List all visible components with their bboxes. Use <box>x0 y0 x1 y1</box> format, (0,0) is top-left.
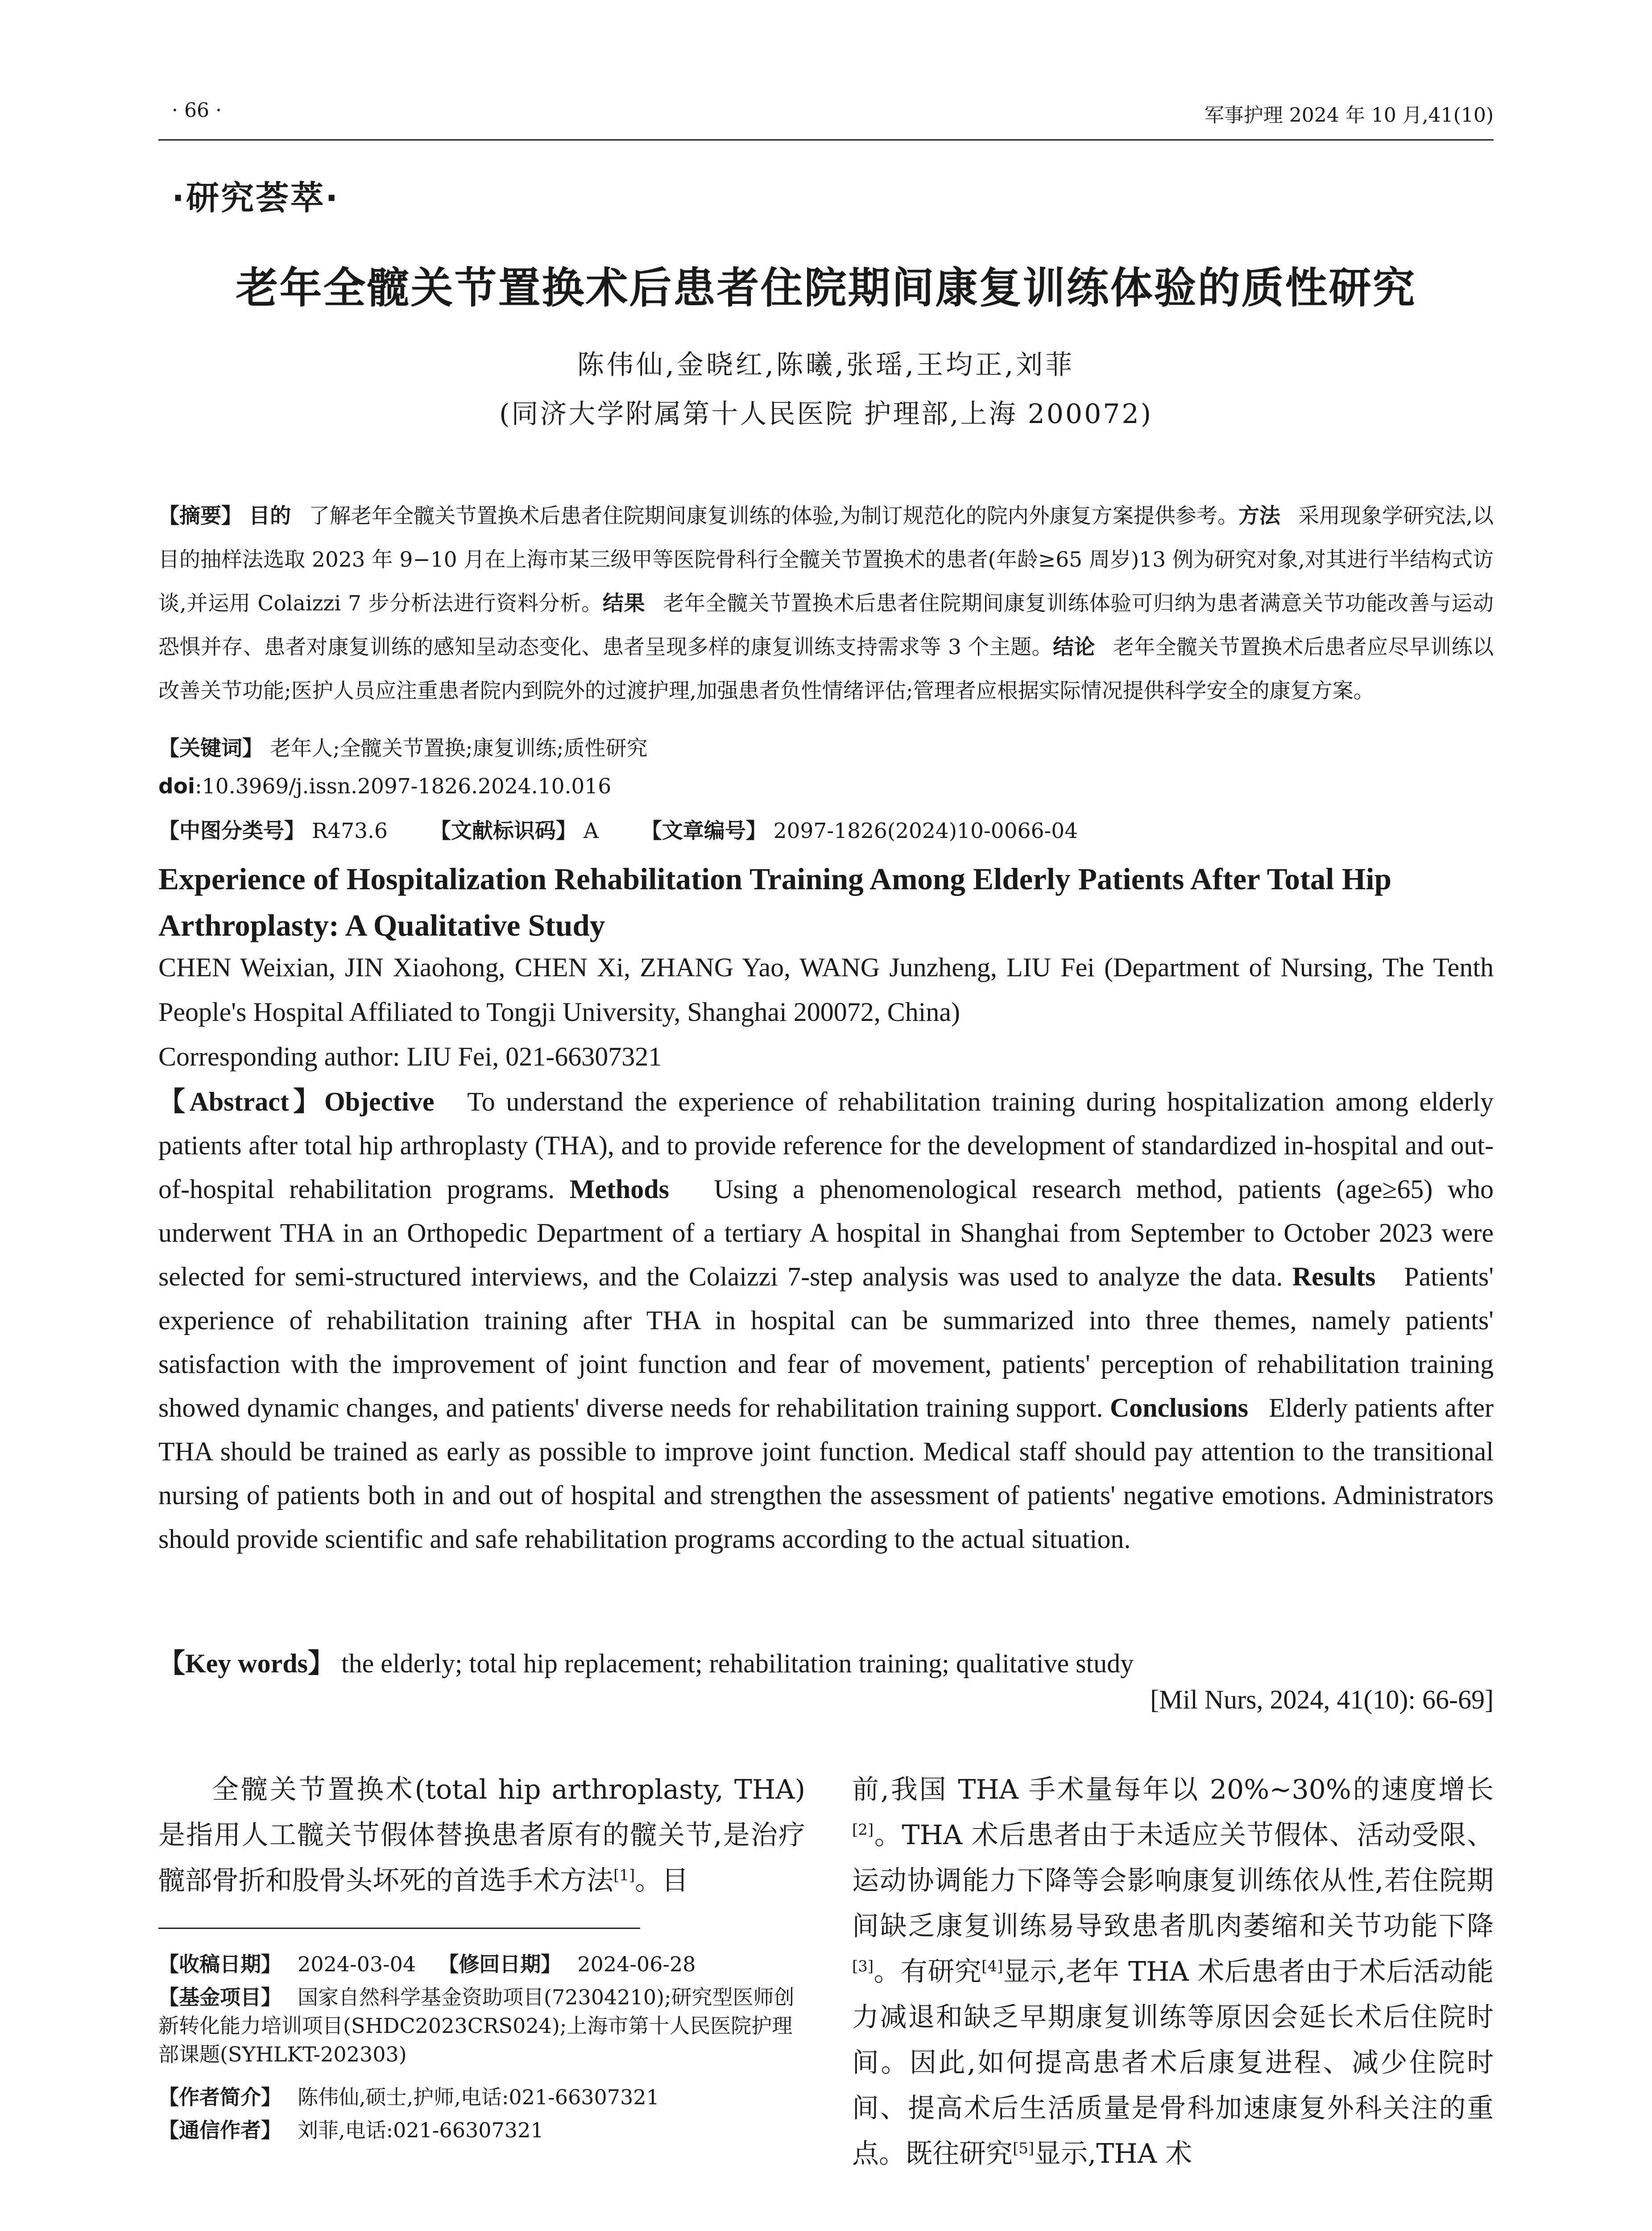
article-no-label: 【文章编号】 <box>641 819 767 843</box>
abstract-cn-methods: 采用现象学研究法,以目的抽样法选取 2023 年 9−10 月在上海市某三级甲等医院骨科行全髋关节置换术的患者(年龄≥65 周岁)13 例为研究对象,对其进行半结构式访谈,并运用 Colaizzi 7 步分析法进行资料分析。 <box>158 504 1494 616</box>
section-label: ·研究荟萃· <box>172 179 340 217</box>
affiliation: (同济大学附属第十人民医院 护理部,上海 200072) <box>499 398 1153 430</box>
abstract-en-methods: Using a phenomenological research method, patients (age≥65) who underwent THA in an Orthopedic Department of a tertiary A hospital in Shanghai from September to October 2023 were selected for semi-structured interviews, and the Colaizzi 7-step analysis was used to analyze the data. <box>158 1174 1494 1291</box>
author-list-en <box>158 945 1494 1079</box>
body-text: 前,我国 THA 手术量每年以 20%~30%的速度增长 <box>852 1774 1494 1805</box>
journal-header: 军事护理 2024 年 10 月,41(10) <box>1204 104 1494 127</box>
abstract-cn-objective: 了解老年全髋关节置换术后患者住院期间康复训练的体验,为制订规范化的院内外康复方案提供参考。 <box>309 504 1238 528</box>
abstract-en-objective-tag: Objective <box>324 1087 435 1116</box>
abstract-en-label: 【Abstract】 <box>158 1087 324 1116</box>
body-text: 全髋关节置换术(total hip arthroplasty, THA)是指用人工髋关节假体替换患者原有的髋关节,是治疗髋部骨折和股骨头坏死的首选手术方法 <box>158 1774 805 1896</box>
footnote-fund <box>158 1983 805 2069</box>
revised-date: 2024-06-28 <box>577 1952 696 1976</box>
body-text: 显示,THA 术 <box>1034 2138 1192 2169</box>
reference-4[interactable]: [4] <box>981 1957 1003 1975</box>
body-paragraph <box>158 1767 805 1903</box>
body-column-left <box>158 1767 805 1903</box>
footnote-author <box>158 2083 805 2111</box>
abstract-en-methods-tag: Methods <box>569 1174 669 1204</box>
author-bio: 陈伟仙,硕士,护师,电话:021-66307321 <box>298 2085 659 2109</box>
clc-value: R473.6 <box>311 819 388 843</box>
abstract-cn <box>158 494 1494 713</box>
article-title-en: Experience of Hospitalization Rehabilitation Training Among Elderly Patients After Total Hip Arthroplasty: A Qualitative Study <box>158 862 1391 942</box>
footnote-dates <box>158 1950 805 1978</box>
fund-text: 国家自然科学基金资助项目(72304210);研究型医师创新转化能力培训项目(SHDC2023CRS024);上海市第十人民医院护理部课题(SYHLKT-202303) <box>158 1985 795 2066</box>
abstract-cn-results: 老年全髋关节置换术后患者住院期间康复训练体验可归纳为患者满意关节功能改善与运动恐惧并存、患者对康复训练的感知呈动态变化、患者呈现多样的康复训练支持需求等 3 个主题。 <box>158 591 1494 659</box>
doi-line <box>158 774 611 799</box>
keywords-en <box>158 1642 1494 1680</box>
abstract-cn-label: 【摘要】 <box>158 504 243 528</box>
footnote-corresponding <box>158 2116 805 2144</box>
page-number: · 66 · <box>172 99 222 122</box>
abstract-en-conclusion: Elderly patients after THA should be trained as early as possible to improve joint function. Medical staff should pay attention to the transitional nursing of patients both in and out of hospital and strengthen the assessment of patients' negative emotions. Administrators should provide scientific and safe rehabilitation programs according to the actual situation. <box>158 1393 1494 1554</box>
abstract-en-results: Patients' experience of rehabilitation training after THA in hospital can be summarized into three themes, namely patients' satisfaction with the improvement of joint function and fear of movement, patients' perception of rehabilitation training showed dynamic changes, and patients' diverse needs for rehabilitation training support. <box>158 1262 1494 1422</box>
body-text: 。有研究 <box>874 1956 982 1987</box>
reference-2[interactable]: [2] <box>852 1821 874 1839</box>
corresponding-label: 【通信作者】 <box>158 2118 282 2142</box>
author-list: 陈伟仙,金晓红,陈曦,张瑶,王均正,刘菲 <box>577 349 1075 381</box>
doc-value: A <box>583 819 599 843</box>
reference-1[interactable]: [1] <box>613 1866 635 1884</box>
abstract-cn-objective-tag: 目的 <box>249 504 291 528</box>
article-no-value: 2097-1826(2024)10-0066-04 <box>773 819 1078 843</box>
article-title: 老年全髋关节置换术后患者住院期间康复训练体验的质性研究 <box>236 264 1416 313</box>
reference-5[interactable]: [5] <box>1013 2140 1035 2157</box>
abstract-en-objective: To understand the experience of rehabilitation training during hospitalization among elderly patients after total hip arthroplasty (THA), and to provide reference for the development of standardized in-hospital and out-of-hospital rehabilitation programs. <box>158 1087 1494 1204</box>
keywords-cn-label: 【关键词】 <box>158 736 263 761</box>
doi-value: :10.3969/j.issn.2097-1826.2024.10.016 <box>195 774 612 799</box>
received-label: 【收稿日期】 <box>158 1952 282 1976</box>
reference-3[interactable]: [3] <box>852 1957 874 1975</box>
abstract-en-results-tag: Results <box>1292 1262 1376 1291</box>
received-date: 2024-03-04 <box>298 1952 416 1976</box>
author-bio-label: 【作者简介】 <box>158 2085 282 2109</box>
abstract-en-conclusion-tag: Conclusions <box>1110 1393 1248 1422</box>
footnote-rule <box>158 1928 640 1929</box>
clc-label: 【中图分类号】 <box>158 819 305 843</box>
body-text: 。THA 术后患者由于未适应关节假体、活动受限、运动协调能力下降等会影响康复训练依从性,若住院期间缺乏康复训练易导致患者肌肉萎缩和关节功能下降 <box>852 1820 1494 1942</box>
keywords-en-value: the elderly; total hip replacement; rehabilitation training; qualitative study <box>341 1649 1134 1678</box>
body-text: 显示,老年 THA 术后患者由于术后活动能力减退和缺乏早期康复训练等原因会延长术后住院时间。因此,如何提高患者术后康复进程、减少住院时间、提高术后生活质量是骨科加速康复外科关注的重点。既往研究 <box>852 1956 1494 2169</box>
keywords-cn <box>158 732 647 762</box>
body-column-right <box>852 1767 1494 2177</box>
doc-label: 【文献标识码】 <box>430 819 577 843</box>
revised-label: 【修回日期】 <box>438 1952 562 1976</box>
citation: [Mil Nurs, 2024, 41(10): 66-69] <box>1150 1685 1494 1714</box>
doi-label: doi <box>158 774 195 799</box>
abstract-cn-conclusion-tag: 结论 <box>1052 635 1095 659</box>
corresponding-text: 刘菲,电话:021-66307321 <box>298 2118 544 2142</box>
keywords-en-label: 【Key words】 <box>158 1649 335 1678</box>
fund-label: 【基金项目】 <box>158 1985 282 2009</box>
abstract-en <box>158 1080 1494 1561</box>
abstract-cn-results-tag: 结果 <box>602 591 646 616</box>
body-text: 。目 <box>635 1865 689 1896</box>
authors-en: CHEN Weixian, JIN Xiaohong, CHEN Xi, ZHANG Yao, WANG Junzheng, LIU Fei (Department of Nursing, The Tenth People's Hospital Affiliated to Tongji University, Shanghai 200072, China) <box>158 953 1494 1027</box>
header-rule <box>158 139 1494 141</box>
abstract-cn-methods-tag: 方法 <box>1238 504 1280 528</box>
keywords-cn-value: 老年人;全髋关节置换;康复训练;质性研究 <box>269 736 648 761</box>
classification-line <box>158 814 1078 844</box>
corresponding-author-en: Corresponding author: LIU Fei, 021-66307321 <box>158 1042 662 1071</box>
abstract-cn-conclusion: 老年全髋关节置换术后患者应尽早训练以改善关节功能;医护人员应注重患者院内到院外的过渡护理,加强患者负性情绪评估;管理者应根据实际情况提供科学安全的康复方案。 <box>158 635 1494 703</box>
